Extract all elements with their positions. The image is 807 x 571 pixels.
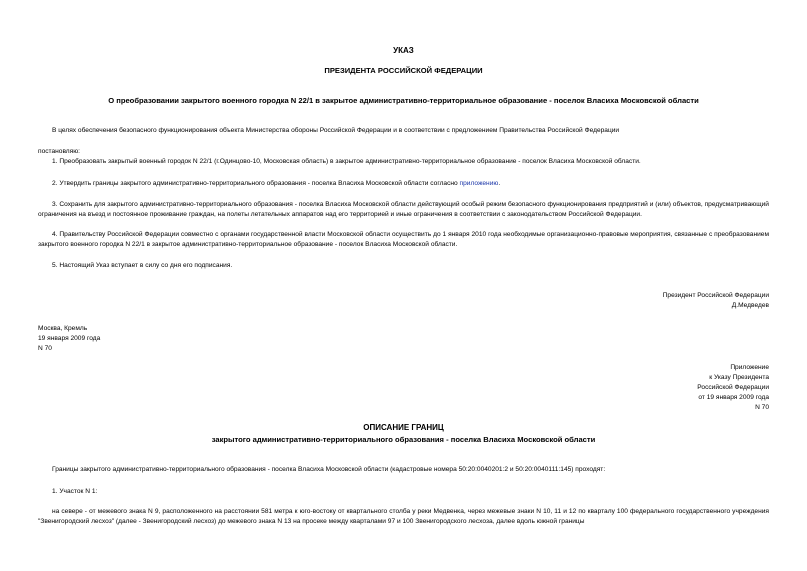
appendix-label: Приложение bbox=[730, 364, 769, 371]
description-title: ОПИСАНИЕ ГРАНИЦ bbox=[363, 423, 444, 432]
decree-subtitle: ПРЕЗИДЕНТА РОССИЙСКОЙ ФЕДЕРАЦИИ bbox=[324, 66, 483, 75]
decree-heading: О преобразовании закрытого военного городка N 22/1 в закрытое административно-территориальное образование - поселок Власиха Московской области bbox=[108, 96, 699, 105]
item-4: 4. Правительству Российской Федерации совместно с органами государственной власти Московской области осуществить до 1 января 2010 года необходимые организационно-правовые мероприятия, связанные с преобразованием закрытого военного городка N 22/1 в закрытое административно-территориальное образование - поселок Власиха Московской области. bbox=[38, 231, 769, 248]
decree-title: УКАЗ bbox=[393, 46, 414, 55]
signature-name: Д.Медведев bbox=[731, 302, 769, 309]
preamble: В целях обеспечения безопасного функционирования объекта Министерства обороны Российской Федерации и в соответствии с предложением Правительства Российской Федерации bbox=[52, 127, 620, 134]
appendix-link[interactable]: приложению bbox=[459, 180, 499, 187]
appendix-ref-line5: N 70 bbox=[755, 404, 769, 411]
section-1-heading: 1. Участок N 1: bbox=[52, 488, 98, 495]
appendix-ref-line4: от 19 января 2009 года bbox=[698, 394, 769, 401]
signature-position: Президент Российской Федерации bbox=[662, 292, 769, 299]
place: Москва, Кремль bbox=[38, 325, 88, 332]
item-5: 5. Настоящий Указ вступает в силу со дня его подписания. bbox=[52, 262, 233, 269]
decree-number: N 70 bbox=[38, 345, 52, 352]
item-2: 2. Утвердить границы закрытого административно-территориального образования - поселка Власиха Московской области согласно приложению. bbox=[52, 180, 501, 187]
description-subtitle: закрытого административно-территориального образования - поселка Власиха Московской области bbox=[211, 435, 596, 444]
description-intro: Границы закрытого административно-территориального образования - поселка Власиха Московской области (кадастровые номера 50:20:0040201:2 и 50:20:0040111:145) проходят: bbox=[52, 466, 606, 473]
item-2-text: 2. Утвердить границы закрытого административно-территориального образования - поселка Власиха Московской области согласно bbox=[52, 180, 458, 187]
appendix-ref-line2: к Указу Президента bbox=[709, 374, 769, 381]
appendix-ref-line3: Российской Федерации bbox=[697, 384, 769, 391]
item-1: 1. Преобразовать закрытый военный городок N 22/1 (г.Одинцово-10, Московская область) в закрытое административно-территориальное образование - поселок Власиха Московской области. bbox=[52, 158, 641, 165]
date: 19 января 2009 года bbox=[38, 335, 101, 342]
item-3: 3. Сохранить для закрытого административно-территориального образования - поселка Власиха Московской области действующий особый режим безопасного функционирования предприятий и (или) объектов, предусматривающий ограничения на въезд и постоянное проживание граждан, на полеты летательных аппаратов над его территорией и иные ограничения в соответствии с законодательством Российской Федерации. bbox=[38, 201, 769, 218]
north-boundary: на севере - от межевого знака N 9, расположенного на расстоянии 581 метра к юго-востоку от квартального столба у реки Медвенка, через межевые знаки N 10, 11 и 12 по кварталу 100 федерального государственного учреждения "Звенигородский лесхоз" (далее - Звенигородский лесхоз) до межевого знака N 13 на просеке между кварталами 97 и 100 Звенигородского лесхоза, далее вдоль южной границы bbox=[38, 508, 769, 525]
decree-word: постановляю: bbox=[38, 148, 81, 155]
